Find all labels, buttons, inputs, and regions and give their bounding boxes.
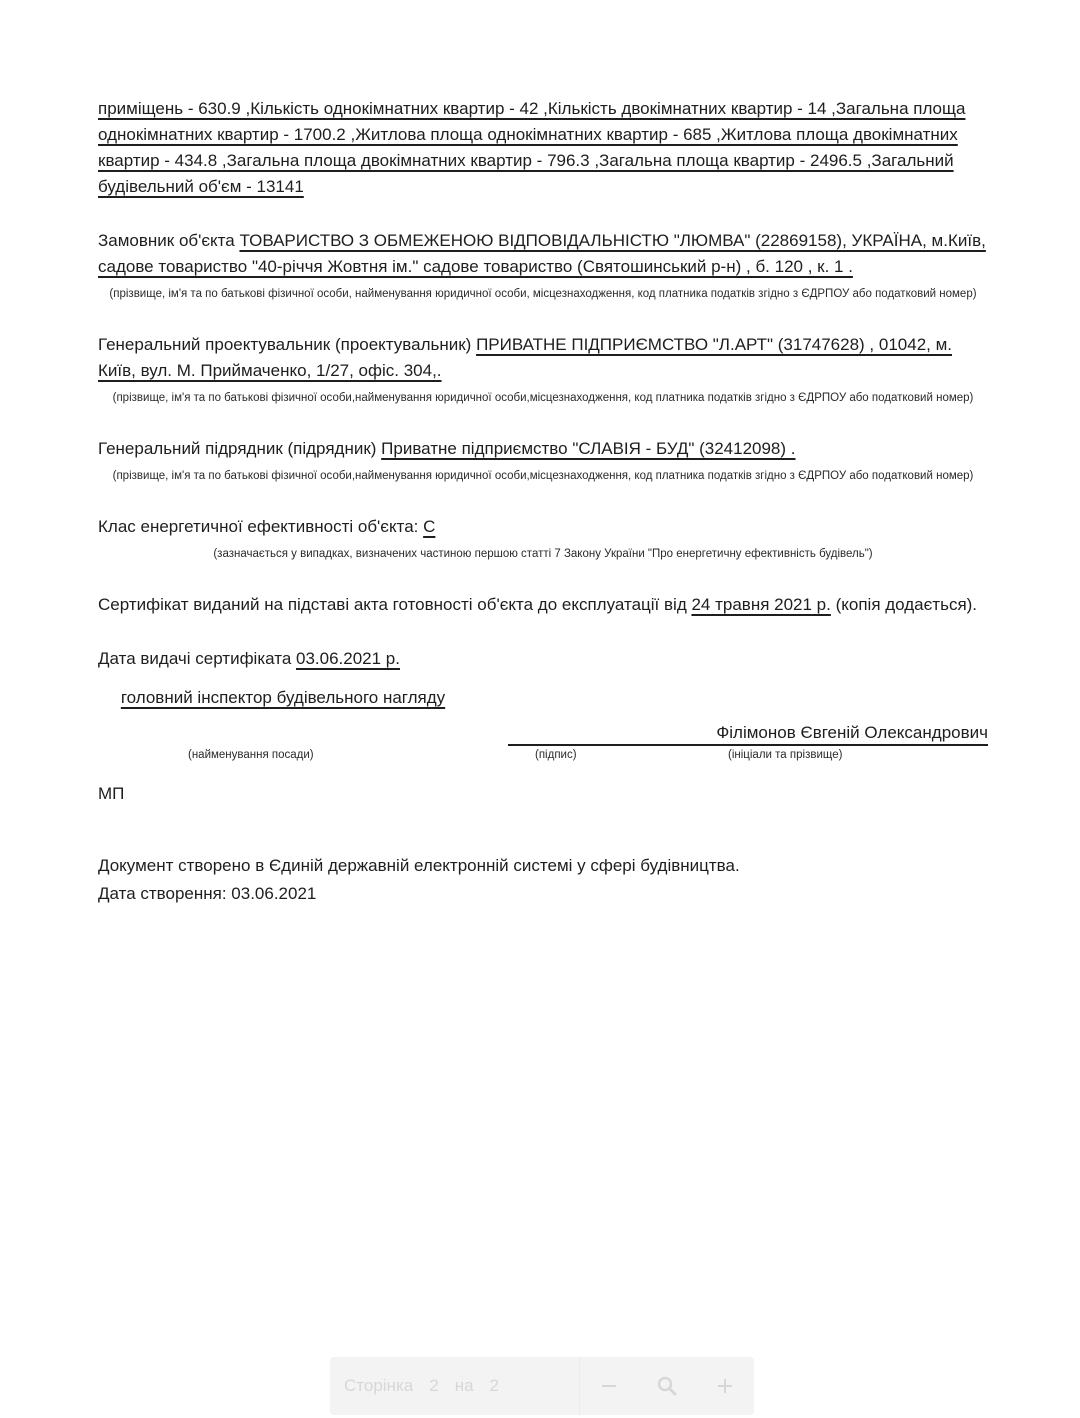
energy-label: Клас енергетичної ефективності об'єкта:: [98, 517, 424, 536]
contractor-value: Приватне підприємство "СЛАВІЯ - БУД" (32412098) .: [381, 439, 796, 458]
signature-position-text: головний інспектор будівельного нагляду: [120, 688, 446, 707]
energy-note: (зазначається у випадках, визначених частиною першою статті 7 Закону України "Про енергетичну ефективність будівель"): [213, 548, 873, 560]
signature-name: Філімонов Євгеній Олександрович: [716, 723, 988, 742]
designer-label: Генеральний проектувальник (проектувальник): [98, 335, 477, 354]
zoom-button[interactable]: [652, 1371, 682, 1401]
customer-value: ТОВАРИСТВО З ОБМЕЖЕНОЮ ВІДПОВІДАЛЬНІСТЮ "ЛЮМВА" (22869158), УКРАЇНА, м.Київ, садове товариство "40-річчя Жовтня ім." садове товариство (Святошинський р-н) , б. 120 , к. 1 .: [98, 231, 986, 276]
stamp-label: МП: [98, 784, 125, 803]
footer-line-1: Документ створено в Єдиній державній електронній системі у сфері будівництва.: [98, 856, 740, 875]
zoom-controls: [580, 1357, 754, 1415]
contractor-label: Генеральний підрядник (підрядник): [98, 439, 382, 458]
certificate-basis-block: [98, 592, 988, 618]
viewer-toolbar: [330, 1357, 754, 1415]
energy-line: [98, 514, 988, 540]
footer-line-2: Дата створення: 03.06.2021: [98, 884, 317, 903]
certificate-basis-suffix: (копія додається).: [830, 595, 978, 614]
current-page[interactable]: 2: [429, 1376, 439, 1395]
contractor-line: [98, 436, 988, 462]
of-label: на: [454, 1376, 474, 1395]
signature-line: [508, 744, 988, 746]
signature-position: [118, 686, 448, 710]
minus-icon: [599, 1376, 619, 1396]
plus-icon: [715, 1376, 735, 1396]
designer-block: [98, 332, 988, 408]
contractor-block: [98, 436, 988, 486]
customer-note: (прізвище, ім'я та по батькові фізичної особи, найменування юридичної особи, місцезнаходження, код платника податків згідно з ЄДРПОУ або податковий номер): [109, 288, 977, 300]
caption-initials: (ініціали та прізвище): [728, 749, 843, 761]
certificate-basis-line: [98, 592, 988, 618]
page-label: Сторінка: [344, 1376, 414, 1395]
magnifier-icon: [656, 1375, 678, 1397]
caption-position: (найменування посади): [188, 749, 314, 761]
certificate-basis-label: Сертифікат виданий на підставі акта готовності об'єкта до експлуатації від: [98, 595, 692, 614]
caption-sign: (підпис): [535, 749, 577, 761]
total-pages: 2: [489, 1376, 499, 1395]
document-page: [98, 96, 988, 908]
areas-paragraph: [98, 96, 988, 200]
issue-date-block: [98, 646, 988, 672]
energy-value: C: [423, 517, 436, 536]
customer-label: Замовник об'єкта: [98, 231, 240, 250]
areas-text: приміщень - 630.9 ,Кількість однокімнатних квартир - 42 ,Кількість двокімнатних квартир - 14 ,Загальна площа однокімнатних квартир - 1700.2 ,Житлова площа однокімнатних квартир - 685 ,Житлова площа двокімнатних квартир - 434.8 ,Загальна площа двокімнатних квартир - 796.3 ,Загальна площа квартир - 2496.5 ,Загальний будівельний об'єм - 13141: [98, 99, 966, 196]
issue-date-line: [98, 646, 988, 672]
contractor-note: (прізвище, ім'я та по батькові фізичної особи,найменування юридичної особи,місцезнаходження, код платника податків згідно з ЄДРПОУ або податковий номер): [112, 470, 974, 482]
zoom-out-button[interactable]: [594, 1371, 624, 1401]
designer-line: [98, 332, 988, 384]
issue-date-label: Дата видачі сертифіката: [98, 649, 296, 668]
customer-line: [98, 228, 988, 280]
page-navigation: [330, 1357, 580, 1415]
zoom-in-button[interactable]: [710, 1371, 740, 1401]
energy-block: [98, 514, 988, 564]
signature-row: [98, 686, 988, 761]
footer-note: [98, 852, 988, 908]
designer-value: ПРИВАТНЕ ПІДПРИЄМСТВО "Л.АРТ" (31747628) , 01042, м. Київ, вул. М. Приймаченко, 1/27, офіс. 304,.: [98, 335, 953, 380]
customer-block: [98, 228, 988, 304]
certificate-basis-value: 24 травня 2021 р.: [691, 595, 831, 614]
issue-date-value: 03.06.2021 р.: [296, 649, 400, 668]
designer-note: (прізвище, ім'я та по батькові фізичної особи,найменування юридичної особи,місцезнаходження, код платника податків згідно з ЄДРПОУ або податковий номер): [112, 392, 974, 404]
